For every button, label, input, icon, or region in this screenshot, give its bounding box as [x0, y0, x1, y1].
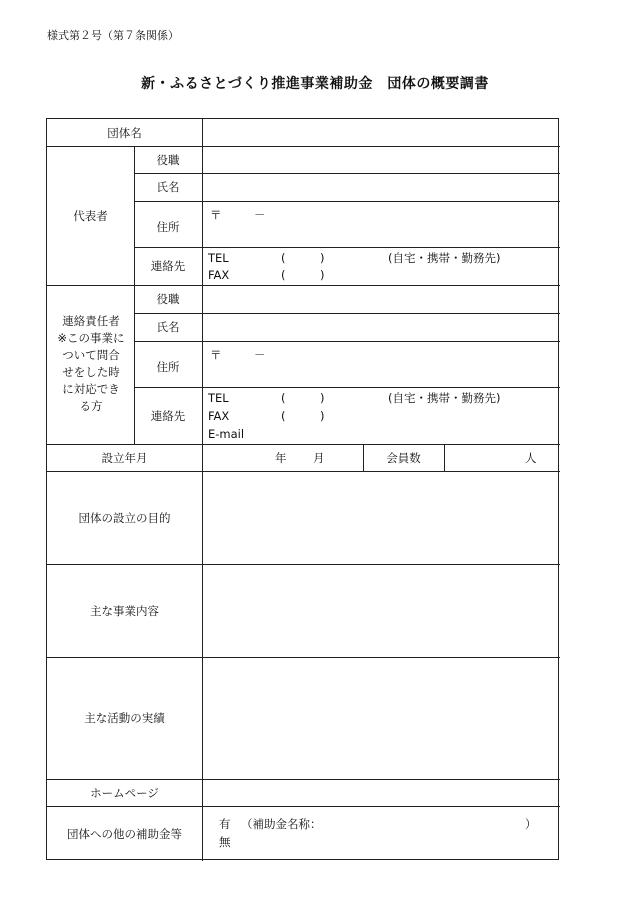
established-month-label: 月	[313, 451, 325, 465]
purpose-label: 団体の設立の目的	[78, 510, 171, 525]
column-divider	[444, 444, 445, 471]
rep-position-label: 役職	[156, 152, 180, 167]
rep-address-label: 住所	[156, 220, 180, 234]
form-number: 様式第２号（第７条関係）	[47, 29, 179, 42]
overview-form-table	[46, 118, 559, 860]
rep-tel-label: TEL	[208, 251, 229, 265]
rep-fax-paren-close: )	[320, 268, 325, 282]
rep-fax-paren-open: (	[281, 268, 286, 282]
homepage-label: ホームページ	[90, 785, 159, 800]
rep-contact-label: 連絡先	[150, 259, 186, 273]
other-subsidy-label: 団体への他の補助金等	[67, 826, 182, 841]
rep-postal-mark: 〒	[210, 208, 222, 222]
members-unit-label: 人	[525, 451, 537, 465]
cp-fax-label: FAX	[208, 409, 230, 423]
rep-name-label: 氏名	[156, 180, 180, 194]
column-divider	[202, 119, 203, 861]
rep-contact-type: (自宅・携帯・勤務先)	[388, 251, 501, 265]
rep-tel-paren-open: (	[281, 251, 286, 265]
cp-postal-mark: 〒	[210, 348, 222, 362]
cp-contact-type: (自宅・携帯・勤務先)	[388, 391, 501, 405]
members-label: 会員数	[386, 450, 421, 465]
cp-postal-dash: －	[254, 348, 266, 362]
subsidy-name-label: （補助金名称：	[241, 817, 322, 831]
cp-fax-paren-open: (	[281, 409, 286, 423]
subsidy-no-option: 無	[219, 835, 231, 849]
cp-contact-label: 連絡先	[150, 408, 186, 423]
cp-email-label: E-mail	[208, 427, 245, 441]
row-divider	[47, 285, 560, 286]
subsidy-name-close: ）	[525, 817, 537, 831]
cp-tel-label: TEL	[208, 391, 229, 405]
business-label: 主な事業内容	[90, 603, 159, 618]
group-name-label: 団体名	[107, 125, 142, 140]
cp-name-label: 氏名	[156, 320, 180, 334]
established-label: 設立年月	[101, 450, 148, 465]
established-year-label: 年	[275, 451, 287, 465]
cp-tel-paren-close: )	[320, 391, 325, 405]
subsidy-yes-option: 有	[219, 817, 231, 831]
cp-tel-paren-open: (	[281, 391, 286, 405]
cp-fax-paren-close: )	[320, 409, 325, 423]
cp-address-label: 住所	[156, 360, 180, 374]
contact-person-label: 連絡責任者 ※この事業に ついて問合 せをした時 に対応でき る方	[57, 314, 125, 413]
cp-position-label: 役職	[156, 292, 180, 306]
rep-fax-label: FAX	[208, 268, 230, 282]
rep-tel-paren-close: )	[320, 251, 325, 265]
achievements-label: 主な活動の実績	[84, 711, 165, 725]
representative-label: 代表者	[73, 208, 108, 223]
page-title: 新・ふるさとづくり推進事業補助金 団体の概要調書	[141, 76, 489, 92]
rep-postal-dash: －	[254, 208, 266, 222]
